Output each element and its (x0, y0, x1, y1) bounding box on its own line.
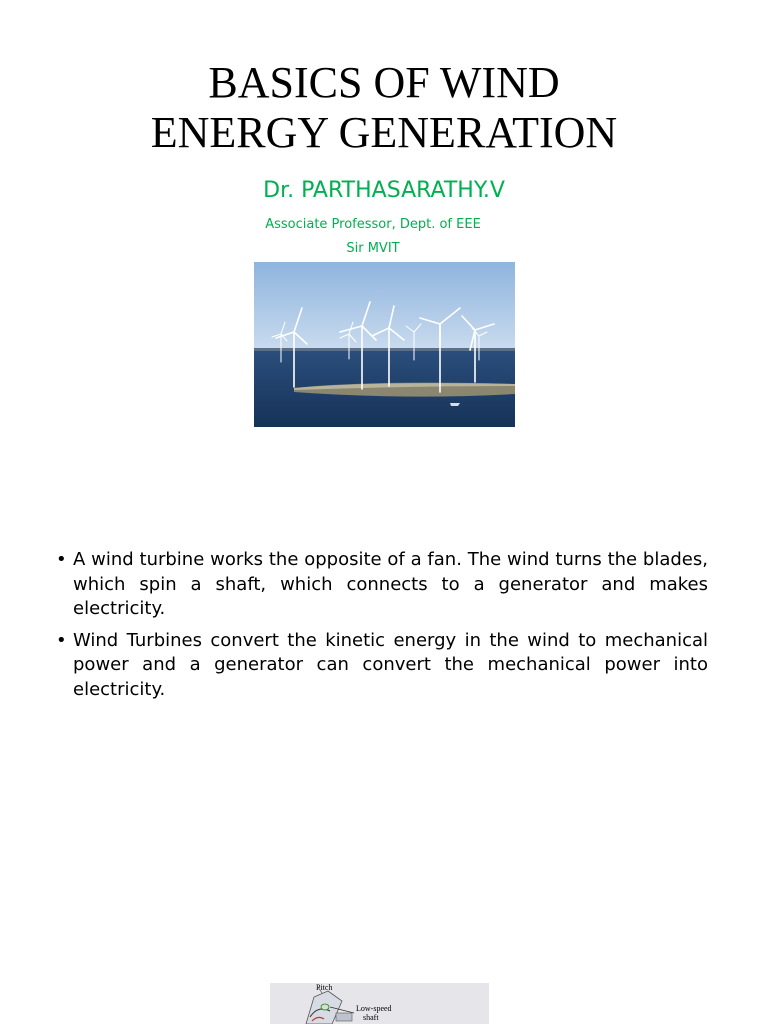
bullet-list (56, 548, 708, 709)
bullet-text: Wind Turbines convert the kinetic energy in the wind to mechanical power and a generator can convert the mechanical power into electricity. (73, 629, 708, 700)
author-name: Dr. PARTHASARATHY.V (263, 178, 505, 203)
bullet-item (56, 548, 708, 622)
slide-title (0, 58, 768, 158)
diagram-label-pitch: Pitch (316, 983, 333, 992)
bullet-marker: • (56, 549, 67, 570)
title-line-2: ENERGY GENERATION (150, 108, 618, 157)
bullet-text: A wind turbine works the opposite of a fan. The wind turns the blades, which spin a shaft, which connects to a generator and makes electricity. (73, 549, 708, 619)
affiliation-institute: Sir MVIT (346, 241, 400, 256)
diagram-label-shaft: shaft (363, 1013, 379, 1022)
wind-farm-photo (254, 262, 515, 427)
title-line-1: BASICS OF WIND (208, 58, 560, 107)
diagram-label-low-speed: Low-speed (356, 1004, 392, 1013)
affiliation-department: Associate Professor, Dept. of EEE (265, 217, 481, 232)
turbine-diagram (270, 983, 489, 1024)
bullet-item (56, 629, 708, 703)
bullet-marker: • (56, 629, 67, 651)
